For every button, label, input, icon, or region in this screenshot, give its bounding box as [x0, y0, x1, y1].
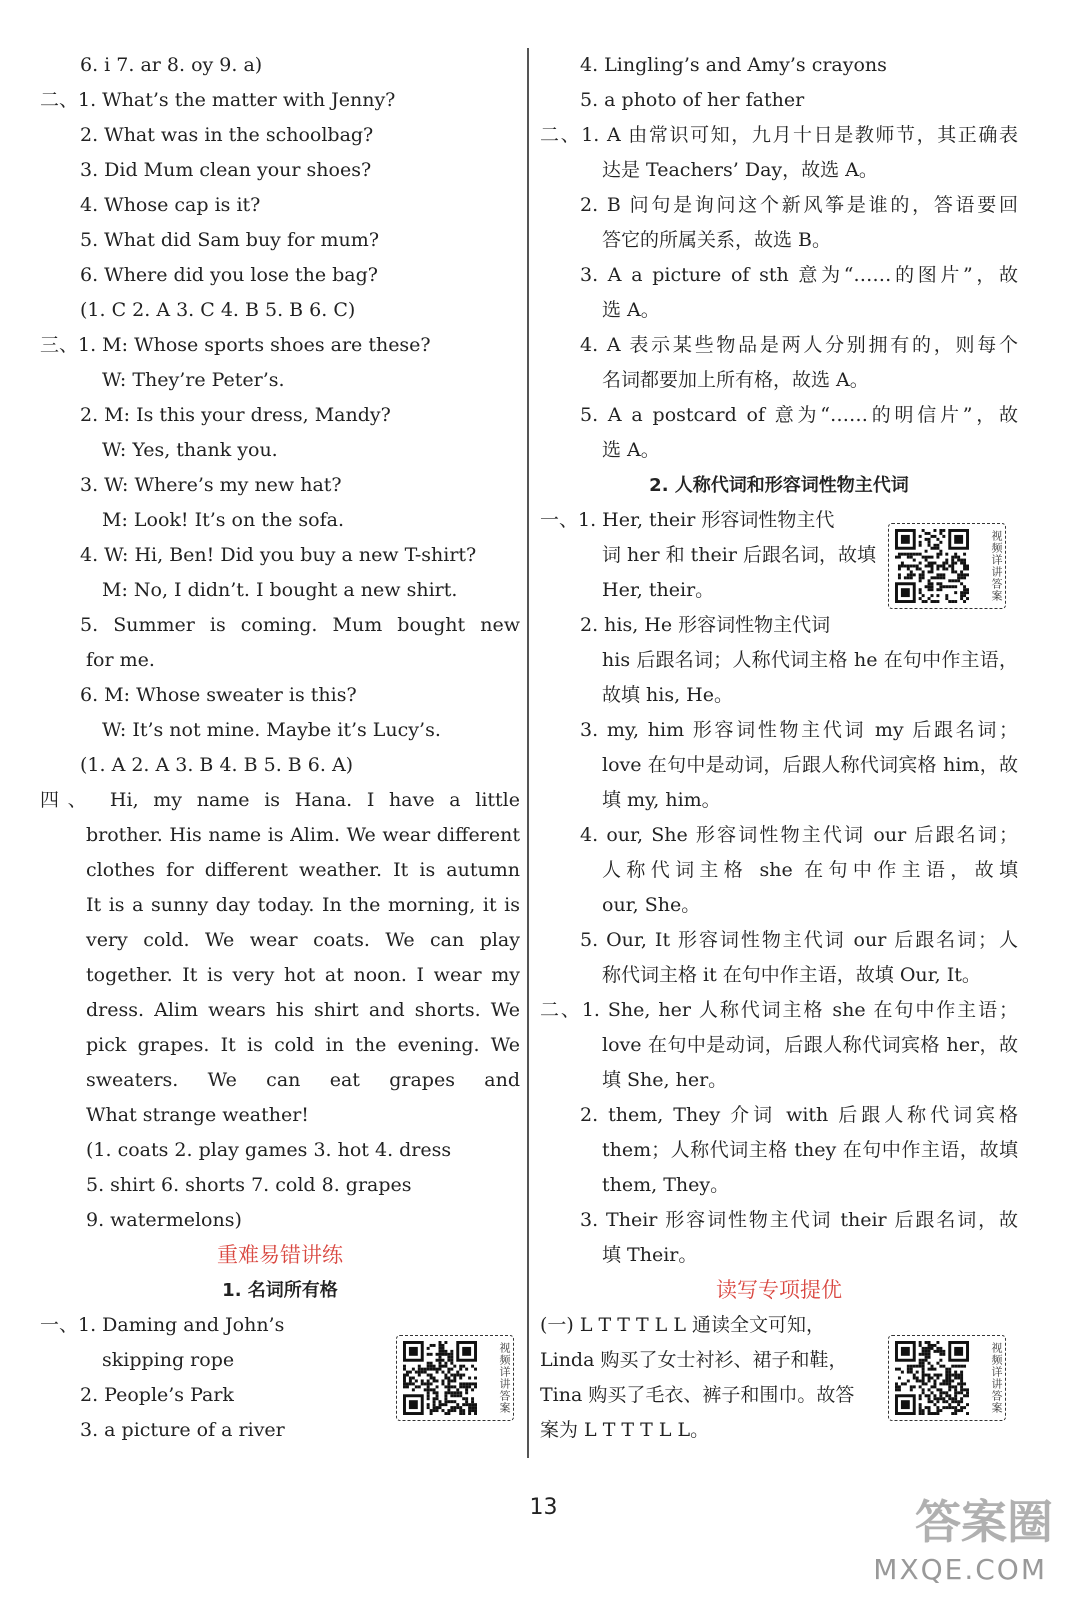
- answer-line: 故填 his, He。: [602, 684, 733, 706]
- answer-line: his 后跟名词；人称代词主格 he 在句中作主语，: [602, 649, 1018, 671]
- answer-line: (1. coats 2. play games 3. hot 4. dress: [86, 1139, 452, 1161]
- qr-code-video-3[interactable]: [888, 1335, 1006, 1421]
- answer-line: 称代词主格 it 在句中作主语，故填 Our, It。: [602, 964, 981, 986]
- answer-line: M: Look! It’s on the sofa.: [102, 509, 345, 531]
- answer-line: What strange weather!: [86, 1104, 309, 1126]
- qr-label: 视频详讲答案: [990, 1342, 1003, 1414]
- answer-line: 4. Lingling’s and Amy’s crayons: [580, 54, 887, 76]
- left-subheading: 1. 名词所有格: [222, 1280, 338, 1301]
- answer-line: 5. Summer is coming. Mum bought new: [80, 614, 520, 636]
- qr-code-video-2[interactable]: [396, 1335, 514, 1421]
- answer-line: our, She。: [602, 894, 701, 916]
- answer-line: 3. a picture of a river: [80, 1419, 285, 1441]
- answer-line: 2. People’s Park: [80, 1384, 234, 1406]
- answer-line: It is a sunny day today. In the morning, it is: [86, 894, 520, 916]
- qr-label: 视频详讲答案: [990, 530, 1003, 602]
- answer-line: 6. i 7. ar 8. oy 9. a): [80, 54, 263, 76]
- answer-line: Tina 购买了毛衣、裤子和围巾。故答: [540, 1384, 855, 1406]
- answer-line: 2. them, They 介词 with 后跟人称代词宾格: [580, 1104, 1018, 1126]
- answer-line: together. It is very hot at noon. I wear my: [86, 964, 520, 986]
- answer-line: 选 A。: [602, 299, 660, 321]
- answer-line: 5. What did Sam buy for mum?: [80, 229, 379, 251]
- column-divider: [527, 48, 529, 1458]
- right-column: [540, 48, 1018, 1448]
- answer-line: 9. watermelons): [86, 1209, 242, 1231]
- answer-line: 名词都要加上所有格，故选 A。: [602, 369, 869, 391]
- answer-line: 4. Whose cap is it?: [80, 194, 261, 216]
- answer-line: (1. C 2. A 3. C 4. B 5. B 6. C): [80, 299, 356, 321]
- answer-line: 2. M: Is this your dress, Mandy?: [80, 404, 391, 426]
- answer-line: (1. A 2. A 3. B 4. B 5. B 6. A): [80, 754, 354, 776]
- answer-line: 3. Did Mum clean your shoes?: [80, 159, 372, 181]
- answer-line: for me.: [86, 649, 155, 671]
- answer-line: W: Yes, thank you.: [102, 439, 278, 461]
- right-section-title: 读写专项提优: [716, 1278, 842, 1302]
- left-section-title: 重难易错讲练: [217, 1243, 343, 1267]
- answer-line: 词 her 和 their 后跟名词，故填: [602, 544, 876, 566]
- answer-line: 3. A a picture of sth 意为“……的图片”，故: [580, 264, 1018, 286]
- answer-line: 选 A。: [602, 439, 660, 461]
- answer-line: M: No, I didn’t. I bought a new shirt.: [102, 579, 458, 601]
- answer-line: 二、1. She, her 人称代词主格 she 在句中作主语；: [540, 999, 1018, 1021]
- answer-line: 5. a photo of her father: [580, 89, 805, 111]
- watermark-url: MXQE.COM: [873, 1553, 1047, 1586]
- answer-line: 达是 Teachers’ Day，故选 A。: [602, 159, 878, 181]
- answer-line: 二、1. What’s the matter with Jenny?: [40, 89, 396, 111]
- answer-line: 一、1. Her, their 形容词性物主代: [540, 509, 835, 531]
- right-subheading: 2. 人称代词和形容词性物主代词: [649, 475, 909, 496]
- answer-line: W: They’re Peter’s.: [102, 369, 285, 391]
- answer-line: 6. Where did you lose the bag?: [80, 264, 378, 286]
- answer-line: very cold. We wear coats. We can play: [86, 929, 520, 951]
- answer-line: 4. our, She 形容词性物主代词 our 后跟名词；: [580, 824, 1018, 846]
- answer-line: 2. his, He 形容词性物主代词: [580, 614, 831, 636]
- answer-line: pick grapes. It is cold in the evening. We: [86, 1034, 520, 1056]
- answer-line: 填 She, her。: [602, 1069, 728, 1091]
- answer-line: 5. Our, It 形容词性物主代词 our 后跟名词；人: [580, 929, 1018, 951]
- watermark-logo-cn: 答案圈: [915, 1495, 1053, 1549]
- answer-line: 5. shirt 6. shorts 7. cold 8. grapes: [86, 1174, 412, 1196]
- answer-line: Her, their。: [602, 579, 715, 601]
- answer-line: them；人称代词主格 they 在句中作主语，故填: [602, 1139, 1018, 1161]
- answer-line: skipping rope: [102, 1349, 235, 1371]
- answer-line: 2. What was in the schoolbag?: [80, 124, 374, 146]
- answer-line: love 在句中是动词，后跟人称代词宾格 him，故: [602, 754, 1018, 776]
- answer-line: W: It’s not mine. Maybe it’s Lucy’s.: [102, 719, 441, 741]
- answer-line: 5. A a postcard of 意为“……的明信片”，故: [580, 404, 1018, 426]
- answer-line: 3. my, him 形容词性物主代词 my 后跟名词；: [580, 719, 1018, 741]
- answer-line: 答它的所属关系，故选 B。: [602, 229, 832, 251]
- answer-line: 6. M: Whose sweater is this?: [80, 684, 357, 706]
- answer-line: (一) L T T T L L 通读全文可知，: [540, 1314, 825, 1336]
- right-mid-lines: [540, 503, 1018, 1273]
- answer-line: 4. W: Hi, Ben! Did you buy a new T-shirt?: [80, 544, 477, 566]
- answer-line: 人称代词主格 she 在句中作主语，故填: [602, 859, 1018, 881]
- answer-line: 3. W: Where’s my new hat?: [80, 474, 342, 496]
- answer-line: 四、 Hi, my name is Hana. I have a little: [40, 789, 520, 811]
- qr-code-icon: [403, 1341, 477, 1415]
- answer-line: 填 my, him。: [602, 789, 721, 811]
- answer-line: sweaters. We can eat grapes and: [86, 1069, 520, 1091]
- answer-line: clothes for different weather. It is autumn: [86, 859, 520, 881]
- qr-label: 视频详讲答案: [498, 1342, 511, 1414]
- right-answer-lines: [540, 48, 1018, 468]
- answer-line: 4. A 表示某些物品是两人分别拥有的，则每个: [580, 334, 1018, 356]
- answer-line: 2. B 问句是询问这个新风筝是谁的，答语要回: [580, 194, 1018, 216]
- left-column: [40, 48, 520, 1448]
- left-answer-lines: [40, 48, 520, 1238]
- answer-line: Linda 购买了女士衬衫、裙子和鞋，: [540, 1349, 848, 1371]
- answer-line: 填 Their。: [602, 1244, 698, 1266]
- answer-line: dress. Alim wears his shirt and shorts. We: [86, 999, 520, 1021]
- answer-line: 一、1. Daming and John’s: [40, 1314, 285, 1336]
- answer-line: them, They。: [602, 1174, 730, 1196]
- qr-code-icon: [895, 529, 969, 603]
- page-number: 13: [529, 1495, 558, 1520]
- qr-code-icon: [895, 1341, 969, 1415]
- answer-line: 二、1. A 由常识可知，九月十日是教师节，其正确表: [540, 124, 1018, 146]
- answer-line: brother. His name is Alim. We wear different: [86, 824, 520, 846]
- answer-line: 案为 L T T T L L。: [540, 1419, 710, 1441]
- answer-line: 三、1. M: Whose sports shoes are these?: [40, 334, 431, 356]
- answer-line: 3. Their 形容词性物主代词 their 后跟名词，故: [580, 1209, 1018, 1231]
- qr-code-video-1[interactable]: [888, 523, 1006, 609]
- answer-line: love 在句中是动词，后跟人称代词宾格 her，故: [602, 1034, 1018, 1056]
